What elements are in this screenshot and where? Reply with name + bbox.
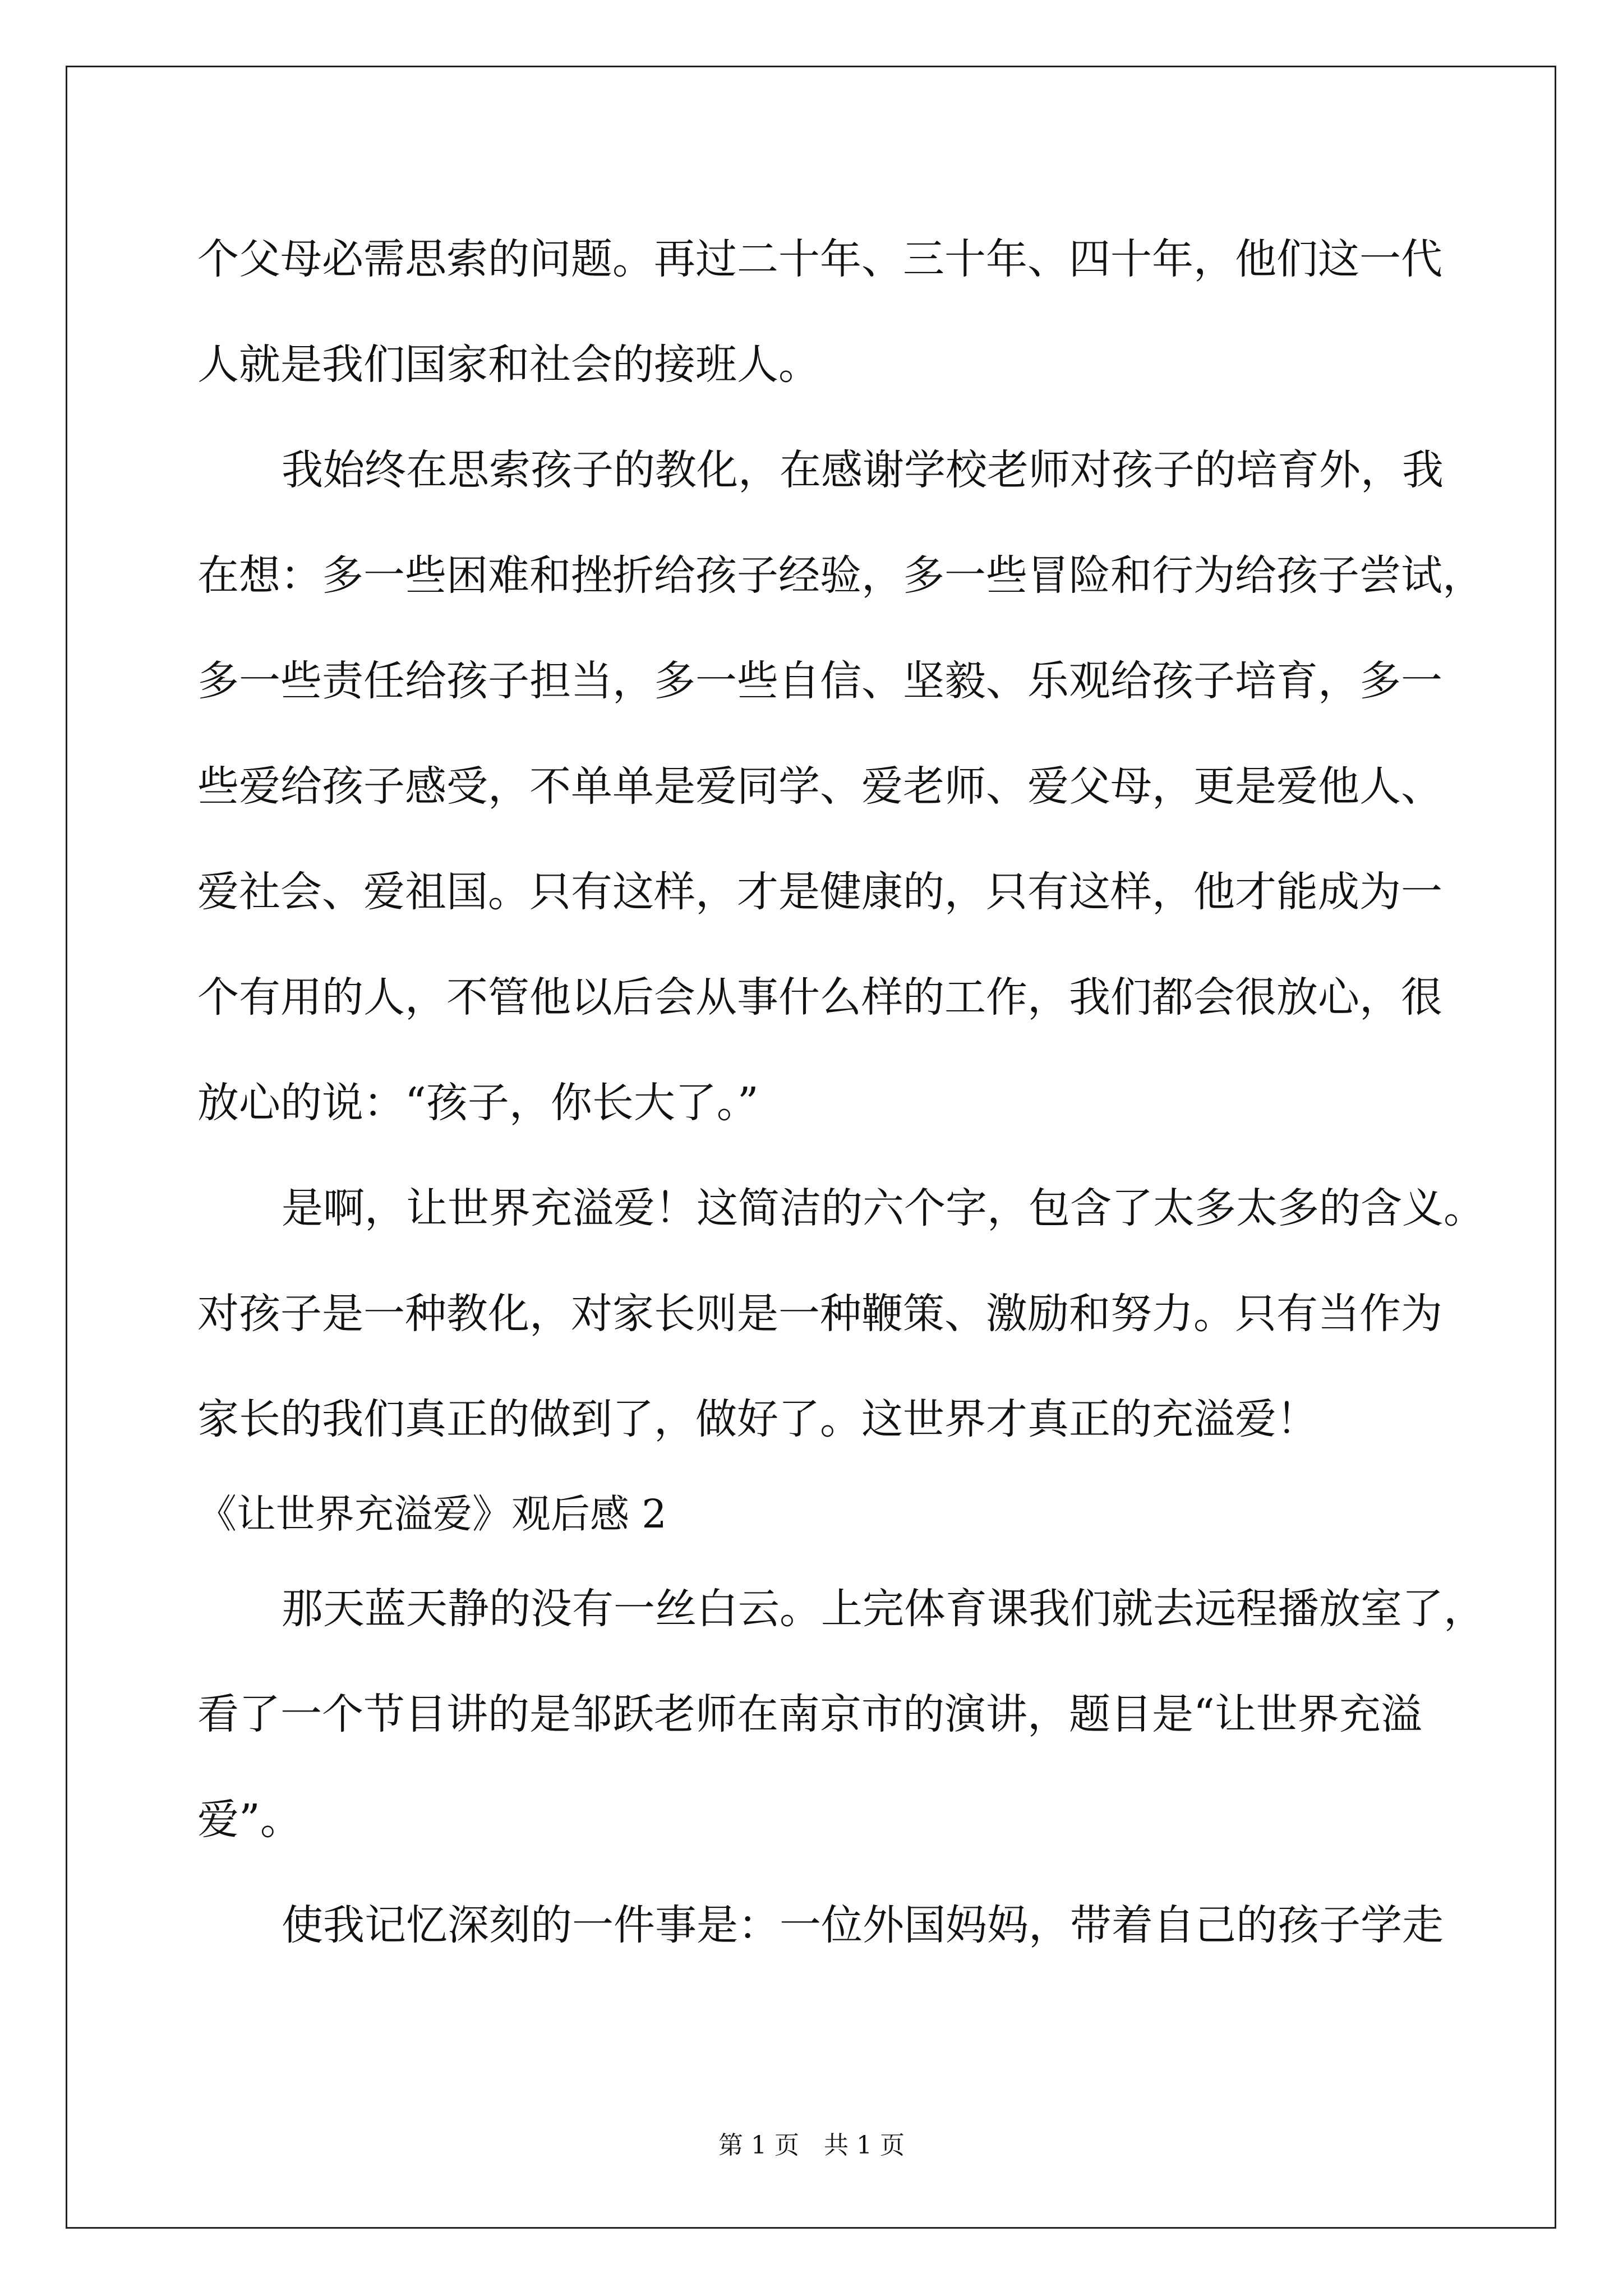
paragraph-2-line-2: 在想：多一些困难和挫折给孩子经验，多一些冒险和行为给孩子尝试， <box>197 551 1484 600</box>
paragraph-5-line-1: 使我记忆深刻的一件事是：一位外国妈妈，带着自己的孩子学走 <box>282 1901 1444 1949</box>
paragraph-1-line-1: 个父母必需思索的问题。再过二十年、三十年、四十年，他们这一代 <box>197 235 1442 283</box>
page-footer <box>0 2129 1623 2162</box>
paragraph-3-line-1: 是啊，让世界充溢爱！这简洁的六个字，包含了太多太多的含义。 <box>282 1184 1485 1232</box>
paragraph-1-line-2: 人就是我们国家和社会的接班人。 <box>197 341 820 389</box>
paragraph-2-line-6: 个有用的人，不管他以后会从事什么样的工作，我们都会很放心，很 <box>197 973 1442 1022</box>
paragraph-4-line-1: 那天蓝天静的没有一丝白云。上完体育课我们就去远程播放室了， <box>282 1585 1485 1633</box>
paragraph-2-line-4: 些爱给孩子感受，不单单是爱同学、爱老师、爱父母，更是爱他人、 <box>197 762 1442 811</box>
paragraph-2-line-7: 放心的说：“孩子，你长大了。” <box>197 1079 759 1127</box>
document-body <box>197 206 1485 1978</box>
paragraph-3-line-3: 家长的我们真正的做到了，做好了。这世界才真正的充溢爱！ <box>197 1395 1318 1443</box>
paragraph-2-line-1: 我始终在思索孩子的教化，在感谢学校老师对孩子的培育外，我 <box>282 446 1444 494</box>
section-heading: 《让世界充溢爱》观后感 2 <box>197 1491 667 1537</box>
paragraph-2-line-3: 多一些责任给孩子担当，多一些自信、坚毅、乐观给孩子培育，多一 <box>197 657 1442 705</box>
page-number-label: 第 1 页 共 1 页 <box>718 2131 905 2160</box>
paragraph-2-line-5: 爱社会、爱祖国。只有这样，才是健康的，只有这样，他才能成为一 <box>197 868 1442 916</box>
paragraph-3-line-2: 对孩子是一种教化，对家长则是一种鞭策、激励和努力。只有当作为 <box>197 1290 1442 1338</box>
paragraph-4-line-2: 看了一个节目讲的是邹跃老师在南京市的演讲，题目是“让世界充溢 <box>197 1690 1422 1738</box>
paragraph-4-line-3: 爱”。 <box>197 1796 302 1844</box>
